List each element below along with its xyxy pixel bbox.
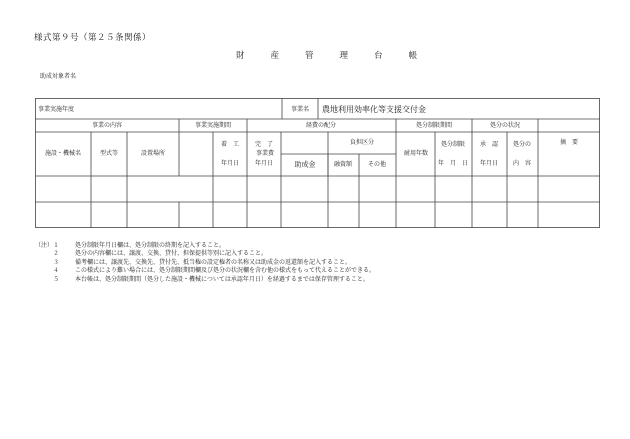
column-status-bottom: 内 容 [512, 160, 532, 167]
column-location: 設置場所 [140, 150, 166, 157]
column-limit-bottom: 年 月 日 [437, 160, 469, 167]
column-facility: 施設・機械名 [44, 150, 82, 157]
column-own-funds: 融資額 [333, 161, 353, 168]
notes-prefix: （注） [35, 241, 54, 249]
group-disposal-status: 処分の状況 [489, 122, 521, 129]
project-name-label: 事業名 [290, 106, 310, 113]
title-char: 台 [374, 51, 383, 61]
title-char: 産 [270, 51, 280, 61]
column-approval-top: 承 認 [479, 141, 499, 148]
note-number: ５ [53, 275, 60, 283]
group-period: 事業実施期間 [194, 122, 232, 129]
note-number: ２ [53, 250, 60, 258]
subject-label: 助成対象者名 [40, 73, 77, 80]
note-text: 処分の内容欄には、譲渡、交換、貸付、担保提供等別に記入すること。 [75, 250, 268, 258]
note-item [35, 249, 375, 258]
note-number: １ [53, 241, 60, 249]
note-item [35, 240, 375, 249]
title-char: 帳 [408, 51, 418, 61]
column-subsidy: 助成金 [294, 160, 316, 169]
column-useful-life: 耐用年数 [403, 150, 429, 157]
title-char: 管 [305, 51, 314, 61]
column-start-bottom: 年月日 [220, 160, 240, 167]
group-content: 事業の内容 [91, 122, 123, 129]
note-item [35, 274, 375, 283]
note-number: ４ [53, 267, 60, 275]
column-model: 型式等 [99, 150, 119, 157]
note-item [35, 266, 375, 275]
property-ledger-table [35, 98, 600, 228]
page-title [236, 49, 417, 61]
column-start-top: 着 工 [220, 141, 240, 148]
column-project-cost: 事業費 [255, 150, 275, 157]
column-remarks: 摘 要 [559, 139, 579, 146]
title-char: 財 [236, 51, 245, 61]
column-other: その他 [367, 161, 387, 168]
note-text: この様式により難い場合には、処分制限期間欄及び処分の状況欄を含む他の様式をもって代えることができる。 [75, 267, 376, 275]
note-text: 備考欄には、譲渡先、交換先、貸付先、抵当権の設定権者の名称又は助成金の返還額を記入すること。 [75, 258, 352, 266]
note-item [35, 257, 375, 266]
project-name-value: 農地利用効率化等支援交付金 [322, 105, 426, 114]
column-burden: 負担区分 [349, 139, 375, 146]
column-end-top: 完 了 [254, 141, 274, 148]
column-limit-top: 処分制限 [440, 141, 466, 148]
group-cost: 経費の配分 [305, 122, 337, 129]
notes-section [35, 240, 375, 283]
column-approval-bottom: 年月日 [479, 160, 499, 167]
year-label: 事業実施年度 [38, 106, 75, 113]
group-disposal-period: 処分制限期間 [415, 122, 453, 129]
note-number: ３ [53, 258, 60, 266]
column-end-bottom: 年月日 [254, 160, 274, 167]
note-text: 本台帳は、処分制限期間（処分した施設・機械については承認年月日）を経過するまでは保存管理すること。 [75, 275, 369, 283]
note-text: 処分制限年月日欄は、処分制限の終期を記入すること。 [75, 241, 226, 249]
column-status-top: 処分の [512, 141, 532, 148]
form-number: 様式第９号（第２５条関係） [34, 33, 152, 43]
title-char: 理 [339, 51, 349, 61]
